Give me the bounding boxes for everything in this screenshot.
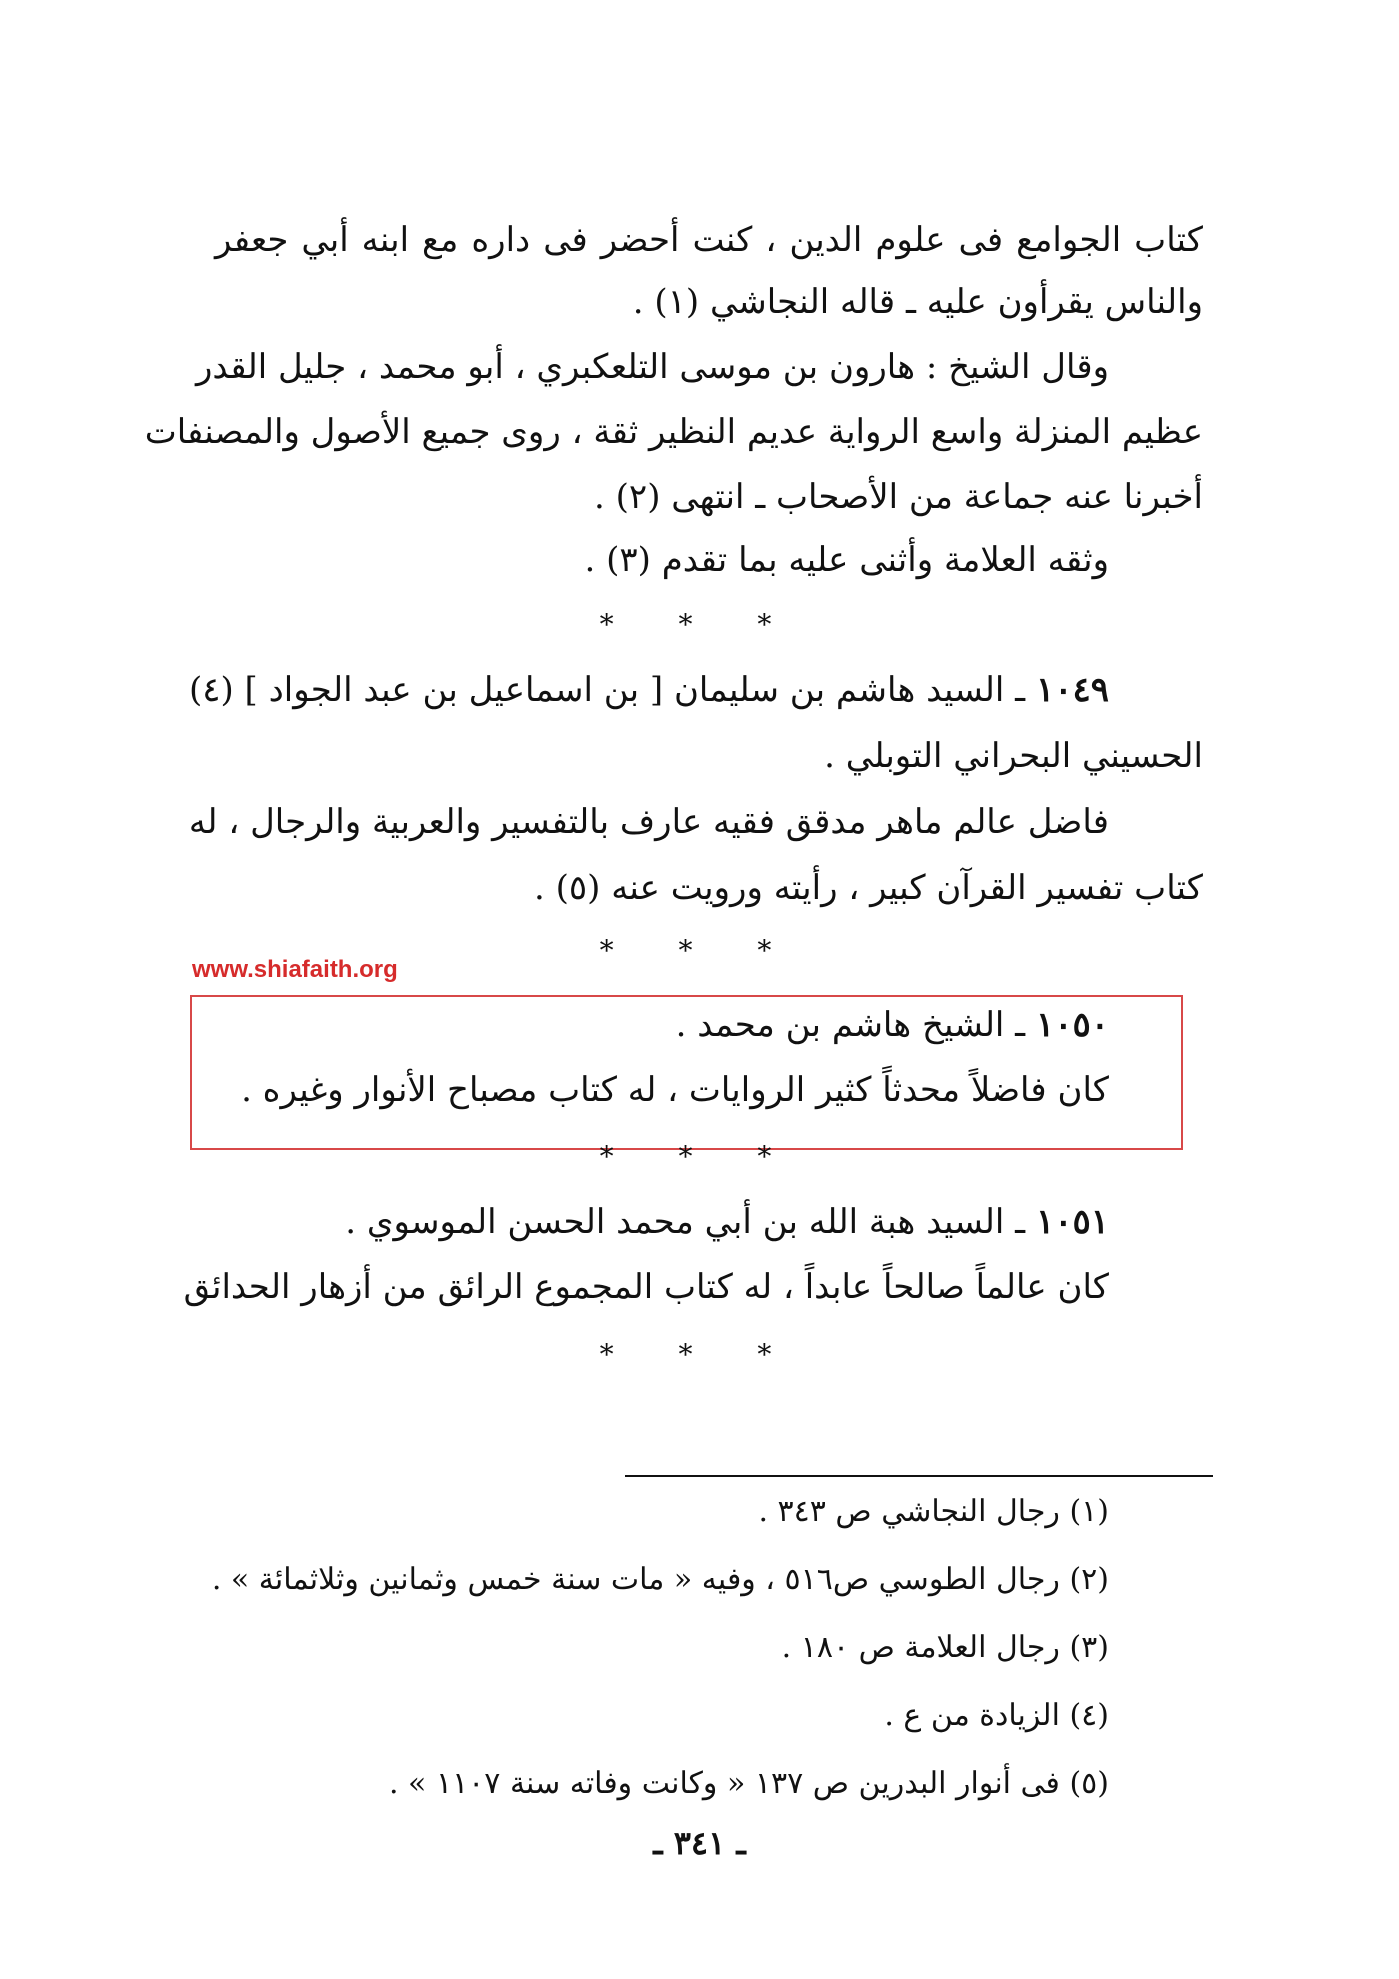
separator-stars: * * *	[599, 934, 800, 967]
entry-title: ـ السيد هبة الله بن أبي محمد الحسن الموسوي .	[345, 1202, 1026, 1242]
entry-number: ١٠٥١	[1035, 1202, 1109, 1242]
entry-1050-heading	[676, 1003, 1109, 1047]
entry-line: فاضل عالم ماهر مدقق فقيه عارف بالتفسير والعربية والرجال ، له	[188, 802, 1109, 842]
paragraph-line: وقال الشيخ : هارون بن موسى التلعكبري ، أبو محمد ، جليل القدر	[195, 347, 1109, 387]
entry-1049-heading	[189, 668, 1109, 712]
entry-line: الحسيني البحراني التوبلي .	[824, 736, 1203, 776]
footnote: (٢) رجال الطوسي ص٥١٦ ، وفيه « مات سنة خمس وثمانين وثلاثمائة » .	[211, 1562, 1109, 1597]
footnote: (٣) رجال العلامة ص ١٨٠ .	[781, 1630, 1109, 1665]
entry-line: كتاب تفسير القرآن كبير ، رأيته ورويت عنه (٥) .	[533, 868, 1203, 908]
entry-number: ١٠٥٠	[1035, 1005, 1109, 1045]
separator-stars: * * *	[599, 1338, 800, 1371]
entry-line: كان فاضلاً محدثاً كثير الروايات ، له كتاب مصباح الأنوار وغيره .	[241, 1070, 1109, 1110]
entry-title: ـ الشيخ هاشم بن محمد .	[675, 1005, 1026, 1045]
separator-stars: * * *	[599, 608, 800, 641]
footnote: (١) رجال النجاشي ص ٣٤٣ .	[758, 1494, 1109, 1529]
entry-number: ١٠٤٩	[1035, 670, 1109, 710]
separator-stars: * * *	[599, 1140, 800, 1173]
footnote: (٥) فى أنوار البدرين ص ١٣٧ « وكانت وفاته سنة ١١٠٧ » .	[388, 1766, 1109, 1801]
entry-title: ـ السيد هاشم بن سليمان [ بن اسماعيل بن عبد الجواد ] (٤)	[188, 670, 1026, 710]
footnote-rule	[625, 1475, 1213, 1477]
paragraph-line: والناس يقرأون عليه ـ قاله النجاشي (١) .	[632, 282, 1203, 322]
page-number: ـ ٣٤١ ـ	[653, 1824, 746, 1862]
watermark: www.shiafaith.org	[192, 956, 398, 983]
footnote: (٤) الزيادة من ع .	[884, 1698, 1109, 1733]
paragraph-line: عظيم المنزلة واسع الرواية عديم النظير ثقة ، روى جميع الأصول والمصنفات	[144, 412, 1203, 452]
paragraph-line: كتاب الجوامع فى علوم الدين ، كنت أحضر فى داره مع ابنه أبي جعفر	[215, 220, 1203, 260]
paragraph-line: أخبرنا عنه جماعة من الأصحاب ـ انتهى (٢) .	[594, 477, 1203, 517]
entry-line: كان عالماً صالحاً عابداً ، له كتاب المجموع الرائق من أزهار الحدائق	[183, 1267, 1109, 1307]
entry-1051-heading	[345, 1200, 1109, 1244]
paragraph-line: وثقه العلامة وأثنى عليه بما تقدم (٣) .	[584, 540, 1109, 580]
